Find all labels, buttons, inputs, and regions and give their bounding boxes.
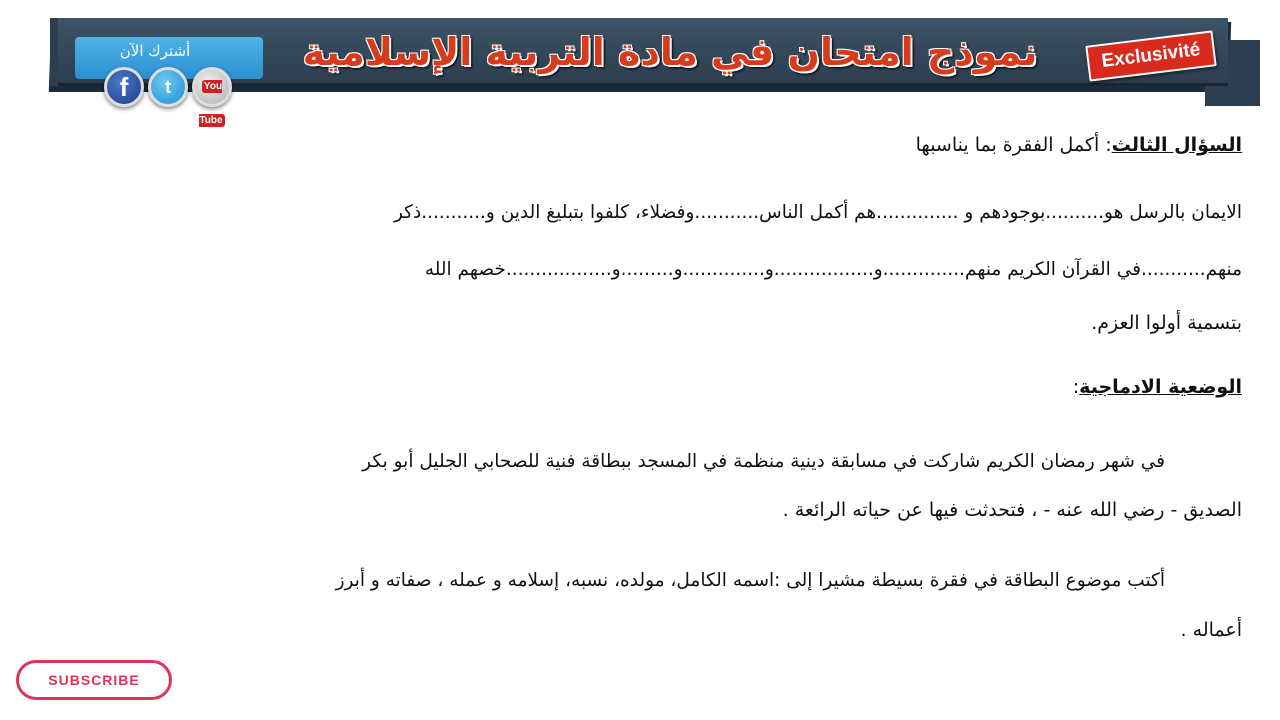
- situation-label: الوضعية الادماجية: [1079, 376, 1242, 398]
- situation-colon: :: [1072, 376, 1080, 398]
- page-title: نموذج امتحان في مادة التربية الإسلامية: [302, 30, 1038, 74]
- situation-paragraph2-line2: أعماله .: [1180, 619, 1242, 641]
- question3-line-3: بتسمية أولوا العزم.: [1091, 312, 1242, 334]
- situation-paragraph2-line1: أكتب موضوع البطاقة في فقرة بسيطة مشيرا إلى :اسمه الكامل، مولده، نسبه، إسلامه و عمله ، صفاته و أبرز: [335, 570, 1165, 591]
- exclusive-badge: Exclusivité: [1085, 30, 1216, 81]
- facebook-icon[interactable]: f: [104, 67, 144, 107]
- question3-heading-row: [916, 130, 1242, 160]
- question3-instruction: : أكمل الفقرة بما يناسبها: [915, 134, 1112, 156]
- situation-paragraph1-line2: الصديق - رضي الله عنه - ، فتحدثت فيها عن حياته الرائعة .: [782, 499, 1242, 521]
- situation-paragraph1-line1: في شهر رمضان الكريم شاركت في مسابقة دينية منظمة في المسجد ببطاقة فنية للصحابي الجليل أبو بكر: [362, 451, 1165, 472]
- question3-line-2: منهم...........في القرآن الكريم منهم..............و.................و..............و.........و..................خصهم الله: [424, 259, 1242, 280]
- subscribe-button[interactable]: SUBSCRIBE: [16, 660, 172, 700]
- question3-label: السؤال الثالث: [1111, 134, 1242, 156]
- twitter-icon[interactable]: t: [148, 67, 188, 107]
- youtube-icon[interactable]: You Tube: [192, 67, 232, 107]
- question3-line-1: الايمان بالرسل هو..........بوجودهم و ..............هم أكمل الناس...........وفضلاء، كلفوا بتبليغ الدين و...........ذكر: [393, 202, 1242, 223]
- situation-heading-row: [1073, 372, 1242, 402]
- subscribe-now-label[interactable]: أشترك الآن: [119, 42, 191, 60]
